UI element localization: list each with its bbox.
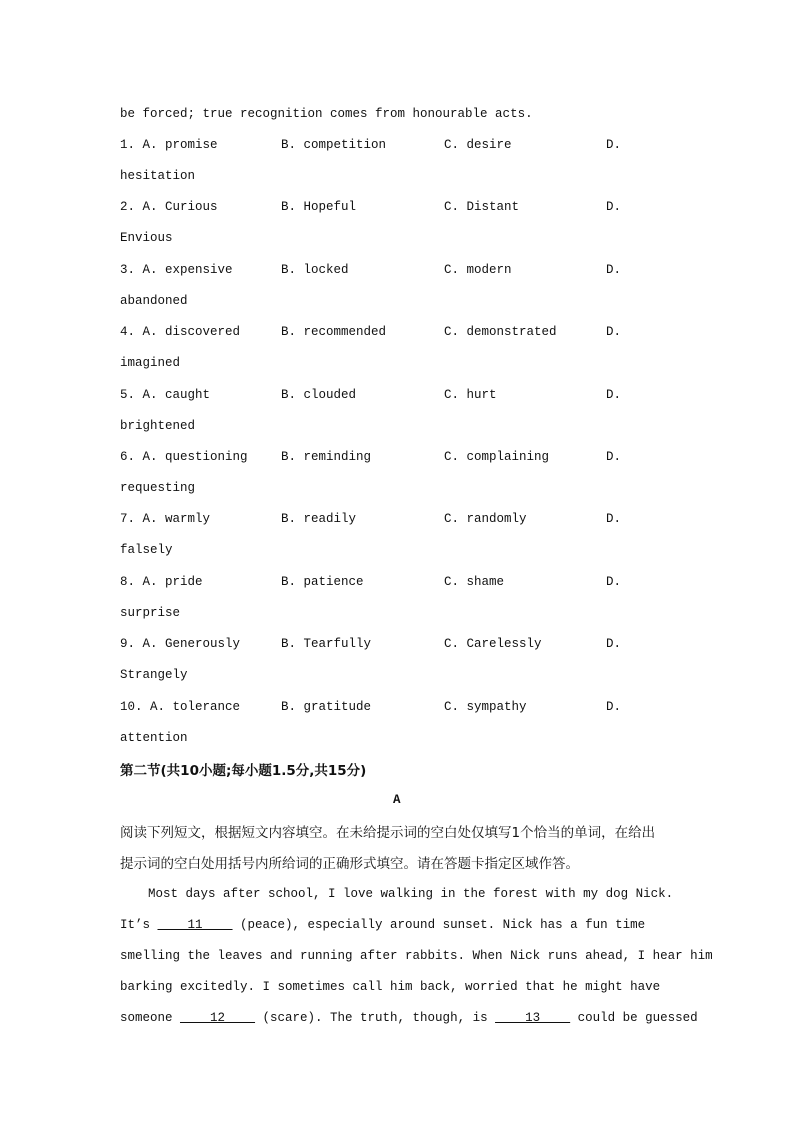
option-c: C. Carelessly bbox=[444, 637, 542, 651]
option-b: B. competition bbox=[281, 138, 387, 152]
option-c: C. randomly bbox=[444, 512, 527, 526]
option-b: B. locked bbox=[281, 263, 349, 277]
option-d-word: attention bbox=[120, 731, 188, 745]
option-b: B. readily bbox=[281, 512, 357, 526]
question-number: 6. bbox=[120, 450, 136, 464]
question-number-and-option-a bbox=[120, 450, 248, 464]
option-c: C. desire bbox=[444, 138, 512, 152]
passage-line-5 bbox=[120, 1011, 698, 1025]
option-d-label: D. bbox=[606, 200, 622, 214]
question-number: 3. bbox=[120, 263, 136, 277]
question-number-and-option-a bbox=[120, 512, 210, 526]
question-number: 2. bbox=[120, 200, 136, 214]
option-c: C. shame bbox=[444, 575, 505, 589]
question-number: 8. bbox=[120, 575, 136, 589]
option-d-word: imagined bbox=[120, 356, 181, 370]
option-c: C. modern bbox=[444, 263, 512, 277]
passage-line-3: smelling the leaves and running after rabbits. When Nick runs ahead, I hear him bbox=[120, 949, 713, 963]
passage-text: (peace), especially around sunset. Nick has a fun time bbox=[232, 918, 646, 932]
option-a: A. tolerance bbox=[150, 700, 241, 714]
option-b: B. Hopeful bbox=[281, 200, 357, 214]
option-d-label: D. bbox=[606, 263, 622, 277]
option-d-label: D. bbox=[606, 388, 622, 402]
passage-line-4: barking excitedly. I sometimes call him back, worried that he might have bbox=[120, 980, 661, 994]
blank-12: ____12____ bbox=[180, 1011, 256, 1025]
option-d-label: D. bbox=[606, 512, 622, 526]
option-a: A. expensive bbox=[142, 263, 233, 277]
passage-line-1: Most days after school, I love walking in the forest with my dog Nick. bbox=[148, 887, 674, 901]
option-c: C. complaining bbox=[444, 450, 550, 464]
option-d-label: D. bbox=[606, 575, 622, 589]
option-b: B. gratitude bbox=[281, 700, 372, 714]
question-number: 4. bbox=[120, 325, 136, 339]
option-d-word: abandoned bbox=[120, 294, 188, 308]
section-heading: 第二节(共10小题;每小题1.5分,共15分) bbox=[120, 763, 367, 779]
question-number-and-option-a bbox=[120, 575, 203, 589]
option-a: A. Curious bbox=[142, 200, 218, 214]
instructions-line-1: 阅读下列短文，根据短文内容填空。在未给提示词的空白处仅填写1个恰当的单词，在给出 bbox=[120, 825, 656, 841]
question-number-and-option-a bbox=[120, 700, 240, 714]
option-d-word: surprise bbox=[120, 606, 181, 620]
option-d-label: D. bbox=[606, 450, 622, 464]
option-b: B. recommended bbox=[281, 325, 387, 339]
part-label: A bbox=[393, 793, 401, 807]
question-number: 7. bbox=[120, 512, 136, 526]
question-number-and-option-a bbox=[120, 200, 218, 214]
question-number: 10. bbox=[120, 700, 143, 714]
option-c: C. Distant bbox=[444, 200, 520, 214]
question-number: 1. bbox=[120, 138, 136, 152]
passage-text: could be guessed bbox=[570, 1011, 698, 1025]
option-a: A. discovered bbox=[142, 325, 241, 339]
option-b: B. reminding bbox=[281, 450, 372, 464]
question-number-and-option-a bbox=[120, 637, 240, 651]
option-d-label: D. bbox=[606, 700, 622, 714]
blank-13: ____13____ bbox=[495, 1011, 571, 1025]
passage-text: someone bbox=[120, 1011, 181, 1025]
blank-11: ____11____ bbox=[157, 918, 233, 932]
question-number-and-option-a bbox=[120, 388, 210, 402]
option-a: A. pride bbox=[142, 575, 203, 589]
option-d-label: D. bbox=[606, 138, 622, 152]
option-d-word: requesting bbox=[120, 481, 196, 495]
option-d-label: D. bbox=[606, 325, 622, 339]
question-number-and-option-a bbox=[120, 138, 218, 152]
option-c: C. sympathy bbox=[444, 700, 527, 714]
option-a: A. warmly bbox=[142, 512, 211, 526]
option-d-word: brightened bbox=[120, 419, 196, 433]
question-number: 5. bbox=[120, 388, 136, 402]
option-d-word: Strangely bbox=[120, 668, 188, 682]
option-d-word: falsely bbox=[120, 543, 173, 557]
option-a: A. questioning bbox=[142, 450, 248, 464]
passage-text: It’s bbox=[120, 918, 158, 932]
instructions-line-2: 提示词的空白处用括号内所给词的正确形式填空。请在答题卡指定区域作答。 bbox=[120, 856, 579, 872]
option-d-label: D. bbox=[606, 637, 622, 651]
option-b: B. clouded bbox=[281, 388, 357, 402]
option-c: C. demonstrated bbox=[444, 325, 557, 339]
passage-text: (scare). The truth, though, is bbox=[255, 1011, 496, 1025]
option-b: B. patience bbox=[281, 575, 364, 589]
question-number-and-option-a bbox=[120, 263, 233, 277]
option-c: C. hurt bbox=[444, 388, 497, 402]
option-d-word: Envious bbox=[120, 231, 173, 245]
option-d-word: hesitation bbox=[120, 169, 196, 183]
option-a: A. caught bbox=[142, 388, 211, 402]
option-a: A. Generously bbox=[142, 637, 241, 651]
option-b: B. Tearfully bbox=[281, 637, 372, 651]
passage-line-2 bbox=[120, 918, 645, 932]
option-a: A. promise bbox=[142, 138, 218, 152]
question-number-and-option-a bbox=[120, 325, 240, 339]
question-number: 9. bbox=[120, 637, 136, 651]
intro-tail-line: be forced; true recognition comes from honourable acts. bbox=[120, 107, 533, 121]
